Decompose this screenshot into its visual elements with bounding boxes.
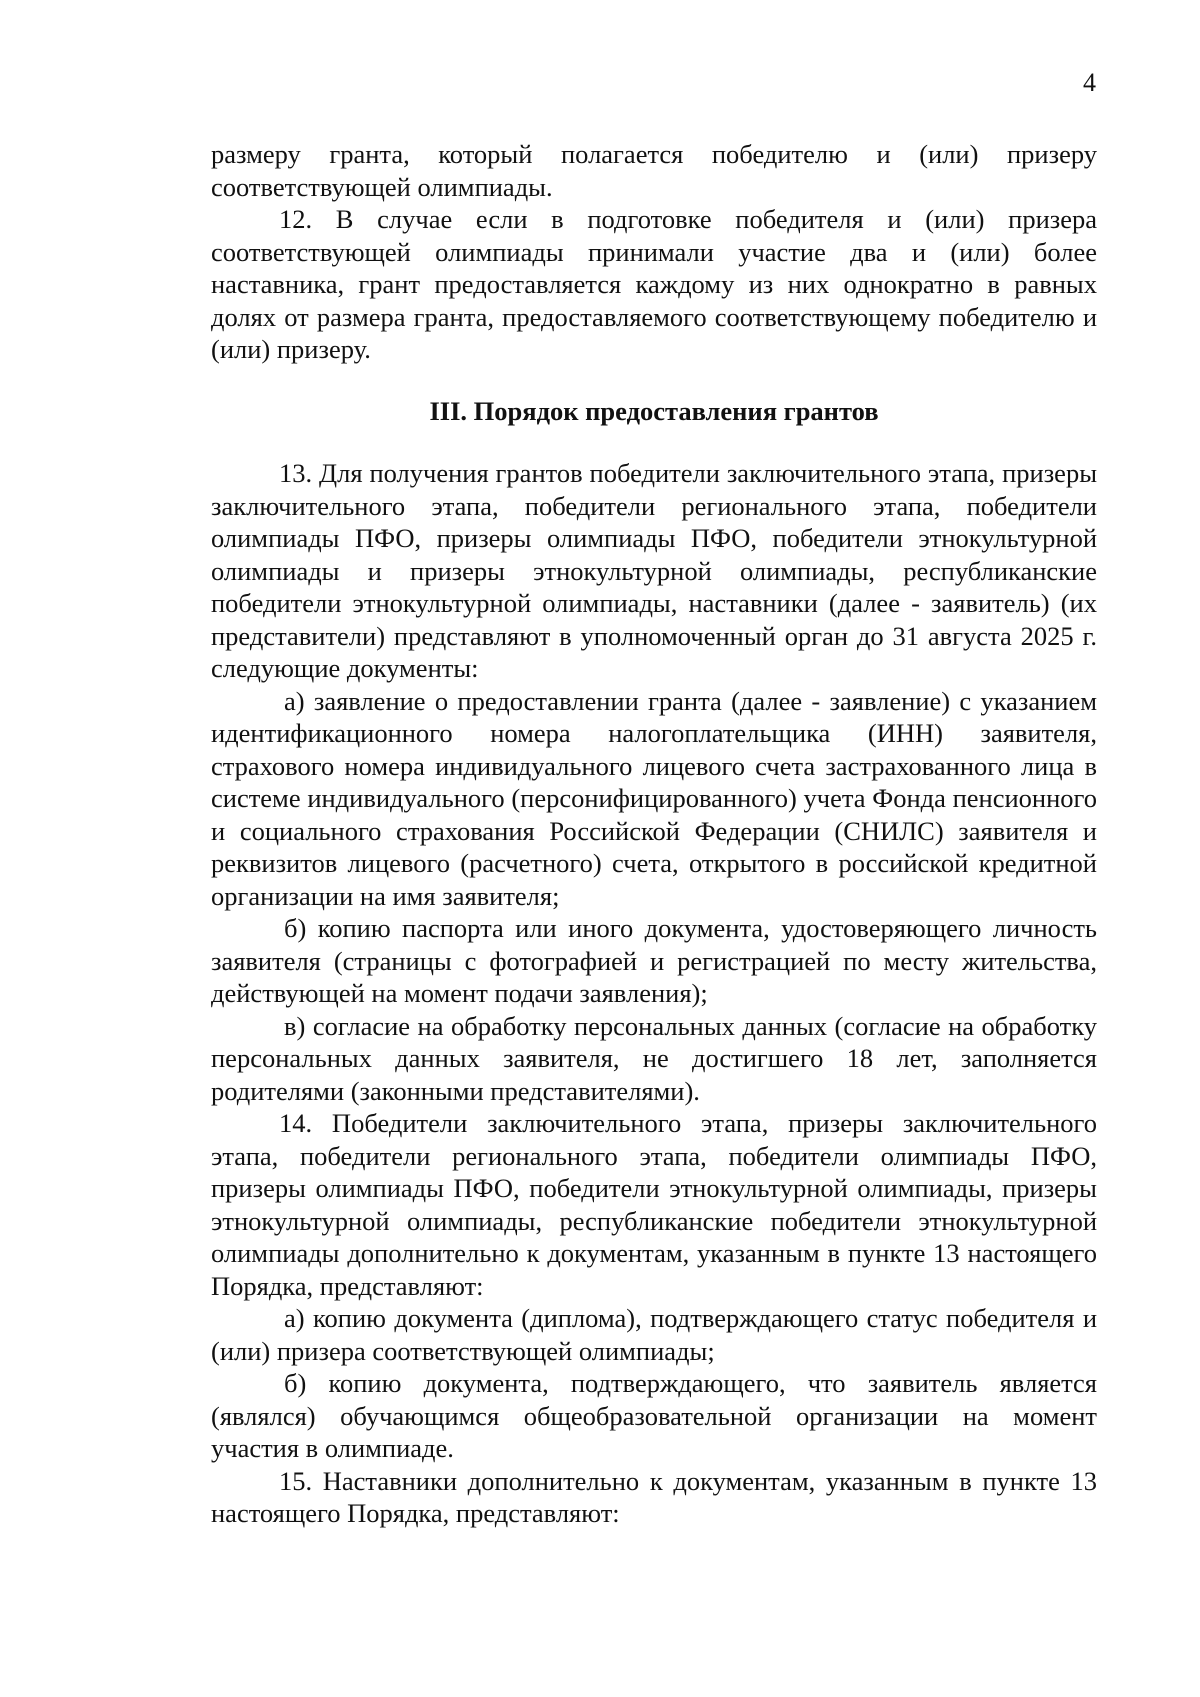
page-number: 4 bbox=[1083, 68, 1096, 97]
paragraph-15: 15. Наставники дополнительно к документам, указанным в пункте 13 настоящего Порядка, представляют: bbox=[211, 1465, 1097, 1528]
paragraph-13-c: в) согласие на обработку персональных данных (согласие на обработку персональных данных заявителя, не достигшего 18 лет, заполняется родителями (законными представителями). bbox=[211, 1010, 1097, 1106]
paragraph-14-a: а) копию документа (диплома), подтверждающего статус победителя и (или) призера соответствующей олимпиады; bbox=[211, 1303, 1097, 1366]
section-heading: III. Порядок предоставления грантов bbox=[429, 395, 879, 426]
paragraph-14-b: б) копию документа, подтверждающего, что заявитель является (являлся) обучающимся общеобразовательной организации на момент участия в олимпиаде. bbox=[211, 1368, 1097, 1463]
paragraph-11-continuation: размеру гранта, который полагается победителю и (или) призеру соответствующей олимпиады. bbox=[211, 139, 1097, 202]
paragraph-13-b: б) копию паспорта или иного документа, удостоверяющего личность заявителя (страницы с фотографией и регистрацией по месту жительства, действующей на момент подачи заявления); bbox=[211, 913, 1097, 1008]
paragraph-14: 14. Победители заключительного этапа, призеры заключительного этапа, победители регионального этапа, победители олимпиады ПФО, призеры олимпиады ПФО, победители этнокультурной олимпиады, призеры этнокультурной олимпиады, республиканские победители этнокультурной олимпиады дополнительно к документам, указанным в пункте 13 настоящего Порядка, представляют: bbox=[211, 1108, 1097, 1301]
paragraph-13: 13. Для получения грантов победители заключительного этапа, призеры заключительного этапа, победители регионального этапа, победители олимпиады ПФО, призеры олимпиады ПФО, победители этнокультурной олимпиады и призеры этнокультурной олимпиады, республиканские победители этнокультурной олимпиады, наставники (далее - заявитель) (их представители) представляют в уполномоченный орган до 31 августа 2025 г. следующие документы: bbox=[211, 458, 1097, 683]
document-body bbox=[211, 138, 1097, 1530]
paragraph-12: 12. В случае если в подготовке победителя и (или) призера соответствующей олимпиады принимали участие два и (или) более наставника, грант предоставляется каждому из них однократно в равных долях от размера гранта, предоставляемого соответствующему победителю и (или) призеру. bbox=[211, 204, 1097, 364]
paragraph-13-a: а) заявление о предоставлении гранта (далее - заявление) с указанием идентификационного номера налогоплательщика (ИНН) заявителя, страхового номера индивидуального лицевого счета застрахованного лица в системе индивидуального (персонифицированного) учета Фонда пенсионного и социального страхования Российской Федерации (СНИЛС) заявителя и реквизитов лицевого (расчетного) счета, открытого в российской кредитной организации на имя заявителя; bbox=[211, 685, 1097, 911]
